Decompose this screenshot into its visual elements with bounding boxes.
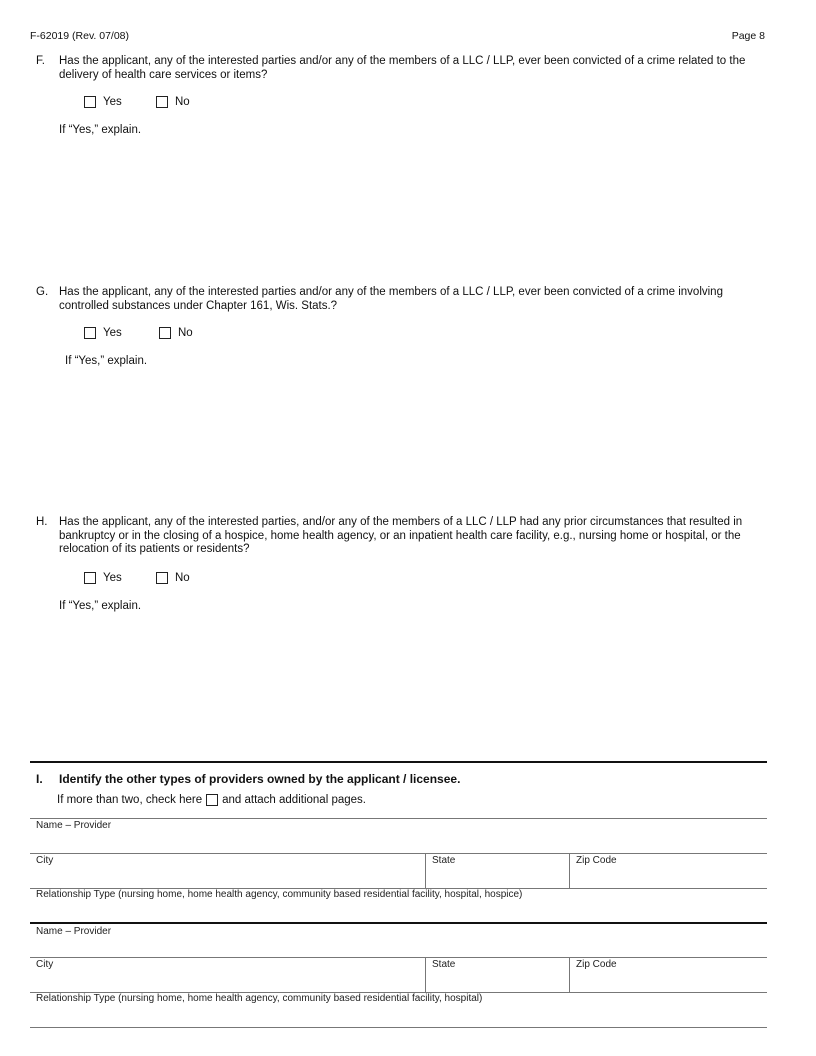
- question-h-yes-label: Yes: [103, 572, 122, 584]
- provider-2-name-label: Name – Provider: [36, 926, 112, 937]
- form-id: F-62019 (Rev. 07/08): [30, 30, 130, 42]
- provider-1-city-label: City: [36, 855, 54, 866]
- provider-1-name-field[interactable]: [36, 834, 760, 852]
- question-f-no-option[interactable]: [156, 96, 190, 108]
- provider-2-state-field[interactable]: [432, 973, 566, 991]
- provider-1-zip-divider: [569, 853, 570, 888]
- provider-1-state-divider: [425, 853, 426, 888]
- question-h-options: [84, 572, 190, 587]
- provider-2-zip-label: Zip Code: [576, 959, 617, 970]
- provider-2-city-line: [30, 957, 767, 958]
- question-f-letter: F.: [36, 55, 45, 67]
- provider-2-city-label: City: [36, 959, 54, 970]
- question-h-no-label: No: [174, 572, 190, 584]
- provider-1-top-line: [30, 818, 767, 819]
- question-g-letter: G.: [36, 286, 49, 298]
- provider-2-relationship-label: Relationship Type (nursing home, home health agency, community based residential facility, hospital): [36, 993, 483, 1004]
- provider-2-city-field[interactable]: [36, 973, 420, 991]
- provider-2-name-field[interactable]: [36, 940, 760, 958]
- question-h-explain-field[interactable]: [59, 618, 763, 752]
- question-g-text: Has the applicant, any of the interested parties and/or any of the members of a LLC / LLP, ever been convicted of a crime involving controlled substances under Chapter 161, Wis. Stats.?: [59, 286, 723, 312]
- question-h-letter: H.: [36, 516, 48, 528]
- provider-1-state-label: State: [432, 855, 456, 866]
- question-f-explain-field[interactable]: [59, 142, 763, 276]
- provider-1-city-line: [30, 853, 767, 854]
- question-g-yes-label: Yes: [103, 327, 122, 339]
- question-f-yes-checkbox[interactable]: [84, 96, 96, 108]
- question-f-no-checkbox[interactable]: [156, 96, 168, 108]
- provider-1-zip-field[interactable]: [576, 869, 765, 887]
- section-i-title: Identify the other types of providers owned by the applicant / licensee.: [59, 772, 461, 786]
- question-f-no-label: No: [174, 96, 190, 108]
- provider-2-state-divider: [425, 957, 426, 992]
- question-h-no-checkbox[interactable]: [156, 572, 168, 584]
- question-f-explain-label: If “Yes,” explain.: [59, 124, 142, 136]
- provider-1-relationship-field[interactable]: [36, 903, 760, 921]
- provider-separator: [30, 922, 767, 924]
- question-h-no-option[interactable]: [156, 572, 190, 584]
- provider-1-city-field[interactable]: [36, 869, 420, 887]
- question-h-yes-checkbox[interactable]: [84, 572, 96, 584]
- question-g-yes-checkbox[interactable]: [84, 327, 96, 339]
- section-divider: [30, 761, 767, 763]
- provider-1-name-label: Name – Provider: [36, 820, 112, 831]
- section-i-letter: I.: [36, 772, 43, 786]
- provider-2-state-label: State: [432, 959, 456, 970]
- provider-1-state-field[interactable]: [432, 869, 566, 887]
- provider-2-zip-field[interactable]: [576, 973, 765, 991]
- question-g-options: [84, 327, 193, 342]
- section-i-note-after: and attach additional pages.: [222, 794, 366, 806]
- question-f-yes-option[interactable]: [84, 96, 122, 108]
- question-h-explain-label: If “Yes,” explain.: [59, 600, 142, 612]
- section-i-note: [57, 794, 366, 806]
- additional-pages-checkbox[interactable]: [206, 794, 218, 806]
- provider-1-zip-label: Zip Code: [576, 855, 617, 866]
- question-g-explain-label: If “Yes,” explain.: [65, 355, 148, 367]
- question-h-text: Has the applicant, any of the interested parties, and/or any of the members of a LLC / LLP had any prior circumstances that resulted in bankruptcy or in the closing of a hospice, home health agency, or an inpatient health care facility, e.g., nursing home or hospital, or the relocation of its patients or residents?: [59, 516, 743, 555]
- provider-1-relationship-label: Relationship Type (nursing home, home health agency, community based residential facility, hospital, hospice): [36, 889, 523, 900]
- question-g-no-label: No: [177, 327, 193, 339]
- section-i-note-before: If more than two, check here: [57, 794, 203, 806]
- question-f-text: Has the applicant, any of the interested parties and/or any of the members of a LLC / LLP, ever been convicted of a crime related to the delivery of health care services or items?: [59, 55, 746, 81]
- question-g-yes-option[interactable]: [84, 327, 122, 339]
- question-f-options: [84, 96, 190, 111]
- question-f-yes-label: Yes: [103, 96, 122, 108]
- provider-2-bottom-line: [30, 1027, 767, 1028]
- question-h-yes-option[interactable]: [84, 572, 122, 584]
- page-number: Page 8: [731, 30, 765, 42]
- question-g-explain-field[interactable]: [65, 373, 764, 507]
- provider-2-zip-divider: [569, 957, 570, 992]
- question-g-no-option[interactable]: [159, 327, 193, 339]
- provider-2-relationship-field[interactable]: [36, 1007, 760, 1025]
- question-g-no-checkbox[interactable]: [159, 327, 171, 339]
